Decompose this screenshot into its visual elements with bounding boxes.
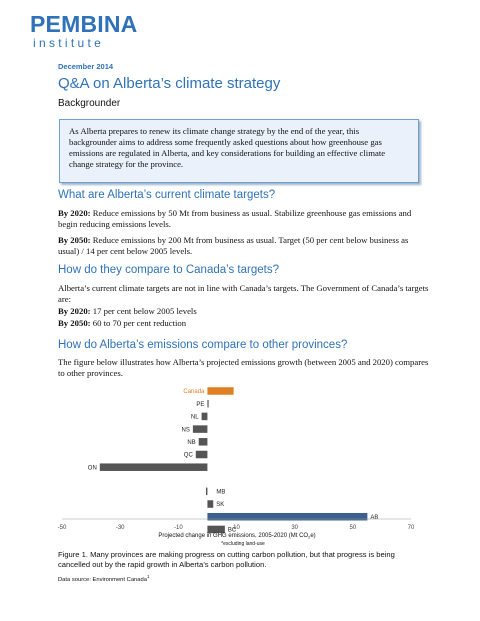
figure-source-ref: 1 [146, 574, 150, 579]
bar-label-ns: NS [181, 427, 190, 434]
x-tick-label: 70 [407, 525, 415, 531]
bar-nl [202, 413, 208, 421]
canada-2020-label: By 2020: [58, 306, 91, 316]
bar-mb [206, 488, 207, 496]
bar-label-mb: MB [216, 489, 226, 496]
page-title: Q&A on Alberta’s climate strategy [58, 75, 281, 92]
bar-qc [196, 451, 208, 459]
x-tick-label: -30 [115, 525, 125, 531]
canada-2020-text: 17 per cent below 2005 levels [92, 306, 197, 316]
chart-bars [88, 387, 379, 533]
canada-2050-label: By 2050: [58, 318, 91, 328]
figure-source-text: Data source: Environment Canada [58, 576, 147, 583]
section-heading-targets: What are Alberta’s current climate targets? [58, 189, 276, 201]
publication-date: December 2014 [58, 62, 114, 71]
chart-x-axis-label-end: e) [310, 533, 316, 539]
bar-label-nb: NB [187, 440, 196, 446]
chart-x-axis-label-main: Projected change in GHG emissions, 2005-2020 (Mt CO [158, 533, 309, 539]
callout-text: As Alberta prepares to renew its climate change strategy by the end of the year, this backgrounder aims to address some frequently asked questions about how greenhouse gas emissions are regulated in Alberta, and key considerations for building an effective climate change strategy for the province. [69, 126, 386, 169]
x-tick-label: 50 [349, 525, 357, 531]
figure-source [58, 574, 149, 583]
bar-nb [199, 438, 208, 446]
bar-ns [193, 425, 208, 433]
chart-x-axis-label [158, 533, 315, 540]
canada-intro-paragraph: Alberta’s current climate targets are not in line with Canada’s targets. The Government of Canada’s targets are: [58, 283, 429, 304]
target-2020-label: By 2020: [58, 208, 91, 218]
provinces-intro-paragraph: The figure below illustrates how Alberta’s projected emissions growth (between 2005 and 2020) compares to other provinces. [58, 357, 429, 378]
target-2020-text: Reduce emissions by 50 Mt from business as usual. Stabilize greenhouse gas emissions and begin reducing emissions levels. [58, 208, 412, 229]
bar-label-ab: AB [370, 514, 379, 521]
target-2050-text: Reduce emissions by 200 Mt from business as usual. Target (50 per cent below business as usual) / 14 per cent below 2005 levels. [58, 235, 409, 256]
bar-label-sk: SK [216, 502, 225, 509]
x-tick-label: 10 [233, 525, 240, 531]
section-heading-canada: How do they compare to Canada’s targets? [58, 264, 279, 276]
bar-label-nl: NL [190, 414, 199, 421]
chart-x-axis-note: *excluding land-use [221, 541, 265, 547]
bar-sk [207, 500, 213, 508]
bar-label-bc: BC [227, 527, 237, 534]
chart-x-axis-label-sub: 2 [308, 534, 311, 540]
x-tick-label: -10 [173, 525, 183, 531]
bar-label-qc: QC [183, 452, 193, 459]
logo-sub-text: institute [33, 36, 105, 50]
section-heading-provinces: How do Alberta’s emissions compare to other provinces? [58, 339, 348, 351]
bar-on [100, 463, 208, 471]
bar-ab [207, 513, 367, 521]
x-tick-label: 30 [291, 525, 299, 531]
bar-label-canada: Canada [183, 389, 205, 396]
canada-2050-text: 60 to 70 per cent reduction [92, 318, 187, 328]
figure-caption: Figure 1. Many provinces are making progress on cutting carbon pollution, but that progress is being cancelled out by the rapid growth in Alberta’s carbon pollution. [58, 550, 395, 569]
logo-main-text: PEMBINA [30, 11, 138, 37]
page-subtitle: Backgrounder [58, 98, 121, 109]
target-2050-label: By 2050: [58, 235, 91, 245]
x-tick-label: -50 [57, 525, 67, 531]
bar-pe [207, 400, 208, 408]
bar-canada [207, 387, 233, 395]
bar-label-on: ON [87, 465, 97, 472]
bar-label-pe: PE [196, 401, 205, 408]
chart-x-ticks [58, 525, 415, 531]
